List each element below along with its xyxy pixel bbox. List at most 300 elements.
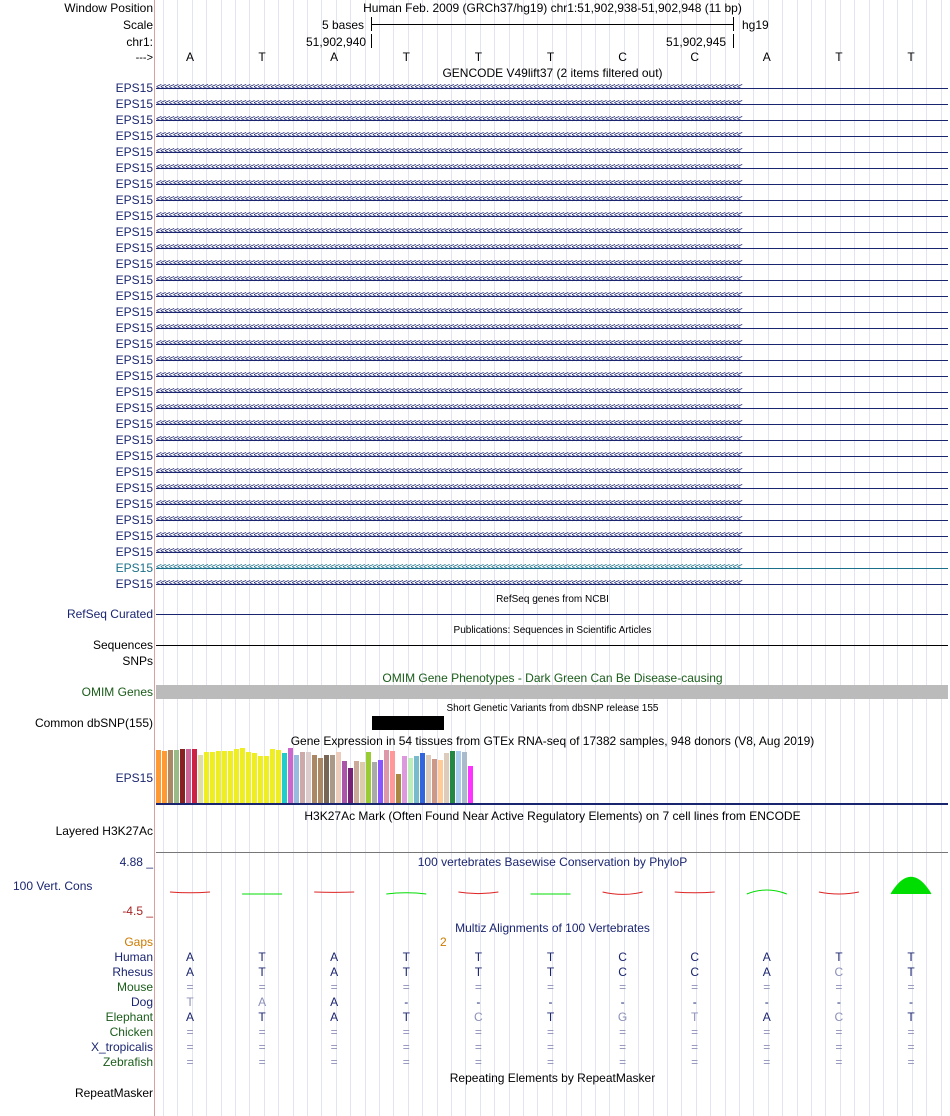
gencode-row-label-col [0, 241, 153, 255]
alignment-base: = [763, 1025, 771, 1039]
gencode-transcript-label[interactable]: EPS15 [115, 113, 153, 127]
gencode-row-label-col [0, 545, 153, 559]
gencode-transcript-label[interactable]: EPS15 [115, 561, 153, 575]
position-left: 51,902,940 [306, 35, 367, 49]
strand-chevrons: <<<<<<<<<<<<<<<<<<<<<<<<<<<<<<<<<<<<<<<<<<<<<<<<<<<<<<<<<<<<<<<<<<<<<<<<<<<<<<<<<<<<<<<<<<<<<<<<<<<<<<<<<<<<<<<<<<<<<<<<<<<<<<<<<<<<<<<<<< [156, 210, 742, 221]
alignment-base: T [258, 965, 266, 979]
gencode-transcript-label[interactable]: EPS15 [115, 497, 153, 511]
repeatmasker-track-label[interactable]: RepeatMasker [74, 1086, 153, 1100]
alignment-base: T [402, 965, 410, 979]
gtex-tissue-bar[interactable] [156, 750, 161, 803]
position-left-tick [371, 34, 372, 48]
strand-chevrons: <<<<<<<<<<<<<<<<<<<<<<<<<<<<<<<<<<<<<<<<<<<<<<<<<<<<<<<<<<<<<<<<<<<<<<<<<<<<<<<<<<<<<<<<<<<<<<<<<<<<<<<<<<<<<<<<<<<<<<<<<<<<<<<<<<<<<<<<<< [156, 130, 742, 141]
alignment-base: = [330, 1040, 338, 1054]
gtex-tissue-bar[interactable] [222, 751, 227, 803]
gtex-tissue-bar[interactable] [336, 752, 341, 803]
h3k27ac-track-label[interactable]: Layered H3K27Ac [55, 824, 153, 838]
gtex-tissue-bar[interactable] [282, 753, 287, 803]
gtex-tissue-bar[interactable] [420, 753, 425, 803]
alignment-base: T [258, 950, 266, 964]
gencode-row-label-col [0, 449, 153, 463]
gencode-transcript-line[interactable] [156, 482, 948, 493]
gtex-tissue-bar[interactable] [468, 766, 473, 803]
refseq-track-label[interactable]: RefSeq Curated [66, 607, 153, 621]
gencode-transcript-line[interactable] [156, 290, 948, 301]
alignment-base: - [404, 995, 409, 1009]
gtex-tissue-bar[interactable] [330, 755, 335, 803]
alignment-base: = [258, 1025, 266, 1039]
alignment-base: C [474, 1010, 483, 1024]
refseq-title: RefSeq genes from NCBI [496, 594, 609, 605]
gtex-tissue-bar[interactable] [360, 762, 365, 803]
sequence-base: A [762, 50, 771, 64]
alignment-base: A [258, 995, 267, 1009]
alignment-base: - [620, 995, 625, 1009]
gencode-transcript-line[interactable] [156, 178, 948, 189]
alignment-base: = [330, 1025, 338, 1039]
gencode-transcript-line[interactable] [156, 338, 948, 349]
alignment-base: = [402, 980, 410, 994]
strand-chevrons: <<<<<<<<<<<<<<<<<<<<<<<<<<<<<<<<<<<<<<<<<<<<<<<<<<<<<<<<<<<<<<<<<<<<<<<<<<<<<<<<<<<<<<<<<<<<<<<<<<<<<<<<<<<<<<<<<<<<<<<<<<<<<<<<<<<<<<<<<< [156, 98, 742, 109]
sequence-base: C [618, 50, 627, 64]
strand-chevrons: <<<<<<<<<<<<<<<<<<<<<<<<<<<<<<<<<<<<<<<<<<<<<<<<<<<<<<<<<<<<<<<<<<<<<<<<<<<<<<<<<<<<<<<<<<<<<<<<<<<<<<<<<<<<<<<<<<<<<<<<<<<<<<<<<<<<<<<<<< [156, 354, 742, 365]
alignment-base: - [764, 995, 769, 1009]
gtex-tissue-bar[interactable] [324, 755, 329, 803]
gencode-transcript-label[interactable]: EPS15 [115, 305, 153, 319]
gencode-transcript-line[interactable] [156, 98, 948, 109]
gencode-transcript-label[interactable]: EPS15 [115, 513, 153, 527]
omim-track-label[interactable]: OMIM Genes [81, 685, 153, 699]
gencode-transcript-line[interactable] [156, 322, 948, 333]
species-label[interactable]: Mouse [116, 980, 153, 994]
refseq-label-col [0, 606, 153, 622]
gtex-tissue-bar[interactable] [366, 752, 371, 803]
phylop-ymin: -4.5 _ [122, 904, 153, 918]
gtex-tissue-bar[interactable] [396, 774, 401, 803]
alignment-base: = [691, 1040, 699, 1054]
scale-bar-left-tick [371, 17, 372, 31]
snps-track-label[interactable]: SNPs [122, 654, 153, 668]
omim-gene-bar[interactable] [156, 685, 948, 699]
strand-chevrons: <<<<<<<<<<<<<<<<<<<<<<<<<<<<<<<<<<<<<<<<<<<<<<<<<<<<<<<<<<<<<<<<<<<<<<<<<<<<<<<<<<<<<<<<<<<<<<<<<<<<<<<<<<<<<<<<<<<<<<<<<<<<<<<<<<<<<<<<<< [156, 322, 742, 333]
gencode-transcript-line[interactable] [156, 562, 948, 573]
alignment-base: = [691, 980, 699, 994]
alignment-base: = [835, 1055, 843, 1069]
alignment-base: = [763, 980, 771, 994]
gencode-row-label-col [0, 353, 153, 367]
gencode-transcript-line[interactable] [156, 162, 948, 173]
gencode-transcript-label[interactable]: EPS15 [115, 241, 153, 255]
alignment-base: = [546, 1040, 554, 1054]
dbsnp-variant[interactable] [372, 716, 444, 730]
gtex-tissue-bar[interactable] [390, 751, 395, 803]
gencode-transcript-label[interactable]: EPS15 [115, 481, 153, 495]
gencode-row-label-col [0, 385, 153, 399]
gtex-tissue-bar[interactable] [462, 752, 467, 803]
gencode-transcript-label[interactable]: EPS15 [115, 385, 153, 399]
gencode-transcript-label[interactable]: EPS15 [115, 177, 153, 191]
repeatmasker-label-col [0, 1085, 153, 1101]
alignment-base: = [330, 1055, 338, 1069]
sequence-base: T [474, 50, 483, 64]
gaps-value: 2 [440, 935, 447, 949]
gtex-tissue-bar[interactable] [234, 749, 239, 803]
alignment-base: = [619, 1025, 627, 1039]
gencode-row-label-col [0, 161, 153, 175]
gtex-tissue-bar[interactable] [246, 752, 251, 803]
gencode-transcript-label[interactable]: EPS15 [115, 257, 153, 271]
gtex-tissue-bar[interactable] [384, 750, 389, 803]
alignment-base: = [907, 980, 915, 994]
gencode-transcript-label[interactable]: EPS15 [115, 81, 153, 95]
gencode-transcript-label[interactable]: EPS15 [115, 145, 153, 159]
gtex-tissue-bar[interactable] [444, 753, 449, 803]
alignment-base: - [692, 995, 697, 1009]
alignment-base: = [763, 1040, 771, 1054]
alignment-base: = [474, 980, 482, 994]
alignment-base: = [402, 1040, 410, 1054]
species-label[interactable]: Zebrafish [102, 1055, 153, 1069]
gtex-tissue-bar[interactable] [192, 749, 197, 803]
gencode-transcript-line[interactable] [156, 242, 948, 253]
alignment-base: - [476, 995, 481, 1009]
alignment-base: - [909, 995, 913, 1009]
alignment-base: A [762, 965, 771, 979]
label-divider [154, 0, 155, 1116]
gencode-transcript-label[interactable]: EPS15 [115, 97, 153, 111]
gencode-row-label-col [0, 497, 153, 511]
gencode-title: GENCODE V49lift37 (2 items filtered out) [442, 66, 663, 80]
window-position-label: Window Position [64, 1, 153, 15]
gencode-row-label-col [0, 225, 153, 239]
gtex-tissue-bar[interactable] [378, 760, 383, 803]
gencode-transcript-line[interactable] [156, 146, 948, 157]
gtex-tissue-bar[interactable] [402, 756, 407, 803]
gtex-tissue-bar[interactable] [312, 755, 317, 803]
alignment-base: T [402, 1010, 410, 1024]
gtex-tissue-bar[interactable] [342, 761, 347, 803]
phylop-track-label[interactable]: 100 Vert. Cons [13, 879, 93, 893]
gencode-transcript-line[interactable] [156, 498, 948, 509]
strand-chevrons: <<<<<<<<<<<<<<<<<<<<<<<<<<<<<<<<<<<<<<<<<<<<<<<<<<<<<<<<<<<<<<<<<<<<<<<<<<<<<<<<<<<<<<<<<<<<<<<<<<<<<<<<<<<<<<<<<<<<<<<<<<<<<<<<<<<<<<<<<< [156, 514, 742, 525]
gtex-tissue-bar[interactable] [438, 760, 443, 803]
gencode-transcript-line[interactable] [156, 466, 948, 477]
gencode-transcript-label[interactable]: EPS15 [115, 129, 153, 143]
alignment-base: = [619, 1055, 627, 1069]
species-label-col [0, 1010, 153, 1024]
alignment-base: T [907, 965, 915, 979]
gencode-row-label-col [0, 273, 153, 287]
gencode-transcript-label[interactable]: EPS15 [115, 433, 153, 447]
strand-chevrons: <<<<<<<<<<<<<<<<<<<<<<<<<<<<<<<<<<<<<<<<<<<<<<<<<<<<<<<<<<<<<<<<<<<<<<<<<<<<<<<<<<<<<<<<<<<<<<<<<<<<<<<<<<<<<<<<<<<<<<<<<<<<<<<<<<<<<<<<<< [156, 450, 742, 461]
alignment-base: = [619, 980, 627, 994]
gencode-transcript-label[interactable]: EPS15 [115, 337, 153, 351]
strand-chevrons: <<<<<<<<<<<<<<<<<<<<<<<<<<<<<<<<<<<<<<<<<<<<<<<<<<<<<<<<<<<<<<<<<<<<<<<<<<<<<<<<<<<<<<<<<<<<<<<<<<<<<<<<<<<<<<<<<<<<<<<<<<<<<<<<<<<<<<<<<< [156, 82, 742, 93]
strand-chevrons: <<<<<<<<<<<<<<<<<<<<<<<<<<<<<<<<<<<<<<<<<<<<<<<<<<<<<<<<<<<<<<<<<<<<<<<<<<<<<<<<<<<<<<<<<<<<<<<<<<<<<<<<<<<<<<<<<<<<<<<<<<<<<<<<<<<<<<<<<< [156, 226, 742, 237]
gencode-row-label-col [0, 209, 153, 223]
gtex-tissue-bar[interactable] [306, 752, 311, 803]
alignment-base: T [258, 1010, 266, 1024]
gtex-tissue-bar[interactable] [294, 755, 299, 803]
gencode-transcript-line[interactable] [156, 130, 948, 141]
gtex-tissue-bar[interactable] [426, 755, 431, 803]
publications-label-col [0, 637, 153, 669]
gencode-transcript-line[interactable] [156, 418, 948, 429]
gencode-transcript-line[interactable] [156, 210, 948, 221]
gencode-row-label-col [0, 417, 153, 431]
alignment-base: = [258, 980, 266, 994]
alignment-base: = [258, 1055, 266, 1069]
gencode-row-label-col [0, 481, 153, 495]
alignment-base: = [402, 1025, 410, 1039]
sequence-base: T [907, 50, 915, 64]
sequence-base: T [402, 50, 410, 64]
alignment-base: = [907, 1040, 915, 1054]
strand-chevrons: <<<<<<<<<<<<<<<<<<<<<<<<<<<<<<<<<<<<<<<<<<<<<<<<<<<<<<<<<<<<<<<<<<<<<<<<<<<<<<<<<<<<<<<<<<<<<<<<<<<<<<<<<<<<<<<<<<<<<<<<<<<<<<<<<<<<<<<<<< [156, 178, 742, 189]
sequence-base: A [185, 50, 194, 64]
alignment-base: A [330, 995, 339, 1009]
multiz-title: Multiz Alignments of 100 Vertebrates [455, 921, 650, 935]
gencode-transcript-label[interactable]: EPS15 [115, 577, 153, 591]
strand-chevrons: <<<<<<<<<<<<<<<<<<<<<<<<<<<<<<<<<<<<<<<<<<<<<<<<<<<<<<<<<<<<<<<<<<<<<<<<<<<<<<<<<<<<<<<<<<<<<<<<<<<<<<<<<<<<<<<<<<<<<<<<<<<<<<<<<<<<<<<<<< [156, 386, 742, 397]
dbsnp-label-col [0, 715, 153, 731]
scale-db: hg19 [742, 18, 769, 32]
gencode-transcript-line[interactable] [156, 402, 948, 413]
gencode-row-label-col [0, 369, 153, 383]
gencode-transcript-line[interactable] [156, 546, 948, 557]
alignment-base: C [834, 965, 844, 979]
gencode-transcript-label[interactable]: EPS15 [115, 545, 153, 559]
strand-chevrons: <<<<<<<<<<<<<<<<<<<<<<<<<<<<<<<<<<<<<<<<<<<<<<<<<<<<<<<<<<<<<<<<<<<<<<<<<<<<<<<<<<<<<<<<<<<<<<<<<<<<<<<<<<<<<<<<<<<<<<<<<<<<<<<<<<<<<<<<<< [156, 562, 742, 573]
gtex-tissue-bar[interactable] [180, 749, 185, 803]
sequence-base: C [690, 50, 700, 64]
gencode-transcript-line[interactable] [156, 450, 948, 461]
alignment-base: = [763, 1055, 771, 1069]
gtex-tissue-bar[interactable] [414, 756, 419, 803]
publications-line [156, 645, 948, 646]
species-label[interactable]: Rhesus [112, 965, 153, 979]
gencode-transcript-label[interactable]: EPS15 [115, 273, 153, 287]
dbsnp-track-label[interactable]: Common dbSNP(155) [34, 716, 153, 730]
gencode-row-label-col [0, 305, 153, 319]
strand-chevrons: <<<<<<<<<<<<<<<<<<<<<<<<<<<<<<<<<<<<<<<<<<<<<<<<<<<<<<<<<<<<<<<<<<<<<<<<<<<<<<<<<<<<<<<<<<<<<<<<<<<<<<<<<<<<<<<<<<<<<<<<<<<<<<<<<<<<<<<<<< [156, 530, 742, 541]
alignment-base: A [330, 965, 339, 979]
alignment-base: = [258, 1040, 266, 1054]
species-label-col [0, 995, 153, 1009]
gtex-tissue-bar[interactable] [300, 752, 305, 803]
phylop-value-mark [675, 892, 715, 893]
gtex-label-col [0, 770, 153, 786]
gtex-tissue-bar[interactable] [408, 758, 413, 803]
strand-chevrons: <<<<<<<<<<<<<<<<<<<<<<<<<<<<<<<<<<<<<<<<<<<<<<<<<<<<<<<<<<<<<<<<<<<<<<<<<<<<<<<<<<<<<<<<<<<<<<<<<<<<<<<<<<<<<<<<<<<<<<<<<<<<<<<<<<<<<<<<<< [156, 418, 742, 429]
gencode-transcript-label[interactable]: EPS15 [115, 449, 153, 463]
gaps-label[interactable]: Gaps [124, 935, 153, 949]
alignment-base: = [907, 1055, 915, 1069]
gencode-row-label-col [0, 513, 153, 527]
gencode-transcript-label[interactable]: EPS15 [115, 225, 153, 239]
species-label[interactable]: Elephant [105, 1010, 153, 1024]
gtex-tissue-bar[interactable] [432, 759, 437, 803]
phylop-value-mark [170, 892, 210, 893]
gtex-tissue-bar[interactable] [264, 756, 269, 803]
alignment-base: = [186, 1055, 194, 1069]
gtex-tissue-bar[interactable] [288, 748, 293, 803]
gencode-transcript-line[interactable] [156, 370, 948, 381]
alignment-base: = [546, 980, 554, 994]
gencode-row-label-col [0, 145, 153, 159]
alignment-base: G [617, 1010, 628, 1024]
alignment-base: C [690, 950, 700, 964]
species-label[interactable]: Dog [130, 995, 153, 1009]
alignment-base: = [835, 980, 843, 994]
gencode-row-label-col [0, 577, 153, 591]
gencode-transcript-label[interactable]: EPS15 [115, 161, 153, 175]
gtex-tissue-bar[interactable] [450, 751, 455, 803]
alignment-base: T [474, 965, 483, 979]
gtex-tissue-bar[interactable] [252, 753, 257, 803]
species-label[interactable]: X_tropicalis [90, 1040, 153, 1054]
alignment-base: C [834, 1010, 844, 1024]
strand-chevrons: <<<<<<<<<<<<<<<<<<<<<<<<<<<<<<<<<<<<<<<<<<<<<<<<<<<<<<<<<<<<<<<<<<<<<<<<<<<<<<<<<<<<<<<<<<<<<<<<<<<<<<<<<<<<<<<<<<<<<<<<<<<<<<<<<<<<<<<<<< [156, 274, 742, 285]
phylop-value-mark [819, 892, 859, 894]
gtex-tissue-bar[interactable] [318, 758, 323, 803]
strand-chevrons: <<<<<<<<<<<<<<<<<<<<<<<<<<<<<<<<<<<<<<<<<<<<<<<<<<<<<<<<<<<<<<<<<<<<<<<<<<<<<<<<<<<<<<<<<<<<<<<<<<<<<<<<<<<<<<<<<<<<<<<<<<<<<<<<<<<<<<<<<< [156, 434, 742, 445]
gencode-transcript-line[interactable] [156, 530, 948, 541]
gtex-tissue-bar[interactable] [168, 750, 173, 803]
gtex-tissue-bar[interactable] [240, 748, 245, 803]
gencode-transcript-line[interactable] [156, 354, 948, 365]
gtex-tissue-bar[interactable] [270, 749, 275, 803]
gencode-transcript-line[interactable] [156, 514, 948, 525]
gtex-tissue-bar[interactable] [204, 752, 209, 803]
gtex-tissue-bar[interactable] [348, 768, 353, 803]
alignment-base: = [474, 1040, 482, 1054]
gencode-row-label-col [0, 561, 153, 575]
strand-chevrons: <<<<<<<<<<<<<<<<<<<<<<<<<<<<<<<<<<<<<<<<<<<<<<<<<<<<<<<<<<<<<<<<<<<<<<<<<<<<<<<<<<<<<<<<<<<<<<<<<<<<<<<<<<<<<<<<<<<<<<<<<<<<<<<<<<<<<<<<<< [156, 146, 742, 157]
gencode-transcript-line[interactable] [156, 434, 948, 445]
refseq-gene-line[interactable] [156, 614, 948, 615]
gencode-transcript-label[interactable]: EPS15 [115, 369, 153, 383]
alignment-base: T [907, 1010, 915, 1024]
gencode-transcript-line[interactable] [156, 258, 948, 269]
omim-label-col [0, 684, 153, 700]
gtex-tissue-bar[interactable] [456, 751, 461, 803]
gencode-transcript-label[interactable]: EPS15 [115, 209, 153, 223]
strand-chevrons: <<<<<<<<<<<<<<<<<<<<<<<<<<<<<<<<<<<<<<<<<<<<<<<<<<<<<<<<<<<<<<<<<<<<<<<<<<<<<<<<<<<<<<<<<<<<<<<<<<<<<<<<<<<<<<<<<<<<<<<<<<<<<<<<<<<<<<<<<< [156, 546, 742, 557]
header-labels [0, 0, 153, 66]
strand-label: ---> [135, 52, 153, 64]
strand-chevrons: <<<<<<<<<<<<<<<<<<<<<<<<<<<<<<<<<<<<<<<<<<<<<<<<<<<<<<<<<<<<<<<<<<<<<<<<<<<<<<<<<<<<<<<<<<<<<<<<<<<<<<<<<<<<<<<<<<<<<<<<<<<<<<<<<<<<<<<<<< [156, 242, 742, 253]
alignment-base: = [546, 1055, 554, 1069]
gtex-tissue-bar[interactable] [210, 752, 215, 803]
gencode-transcript-label[interactable]: EPS15 [115, 321, 153, 335]
alignment-base: = [691, 1025, 699, 1039]
gencode-transcript-label[interactable]: EPS15 [115, 401, 153, 415]
strand-chevrons: <<<<<<<<<<<<<<<<<<<<<<<<<<<<<<<<<<<<<<<<<<<<<<<<<<<<<<<<<<<<<<<<<<<<<<<<<<<<<<<<<<<<<<<<<<<<<<<<<<<<<<<<<<<<<<<<<<<<<<<<<<<<<<<<<<<<<<<<<< [156, 258, 742, 269]
gencode-transcript-label[interactable]: EPS15 [115, 465, 153, 479]
sequence-base: T [546, 50, 555, 64]
strand-chevrons: <<<<<<<<<<<<<<<<<<<<<<<<<<<<<<<<<<<<<<<<<<<<<<<<<<<<<<<<<<<<<<<<<<<<<<<<<<<<<<<<<<<<<<<<<<<<<<<<<<<<<<<<<<<<<<<<<<<<<<<<<<<<<<<<<<<<<<<<<< [156, 370, 742, 381]
gencode-transcript-line[interactable] [156, 82, 948, 93]
gtex-tissue-bar[interactable] [216, 751, 221, 803]
strand-chevrons: <<<<<<<<<<<<<<<<<<<<<<<<<<<<<<<<<<<<<<<<<<<<<<<<<<<<<<<<<<<<<<<<<<<<<<<<<<<<<<<<<<<<<<<<<<<<<<<<<<<<<<<<<<<<<<<<<<<<<<<<<<<<<<<<<<<<<<<<<< [156, 290, 742, 301]
alignment-base: T [546, 950, 555, 964]
alignment-base: = [186, 980, 194, 994]
strand-chevrons: <<<<<<<<<<<<<<<<<<<<<<<<<<<<<<<<<<<<<<<<<<<<<<<<<<<<<<<<<<<<<<<<<<<<<<<<<<<<<<<<<<<<<<<<<<<<<<<<<<<<<<<<<<<<<<<<<<<<<<<<<<<<<<<<<<<<<<<<<< [156, 498, 742, 509]
alignment-base: A [762, 950, 771, 964]
alignment-base: = [835, 1025, 843, 1039]
phylop-ymax: 4.88 _ [119, 855, 153, 869]
gencode-transcript-line[interactable] [156, 226, 948, 237]
gencode-transcript-label[interactable]: EPS15 [115, 417, 153, 431]
scale-bar [371, 24, 733, 25]
gtex-gene-label[interactable]: EPS15 [115, 771, 153, 785]
gtex-tissue-bar[interactable] [276, 750, 281, 803]
gencode-transcript-label[interactable]: EPS15 [115, 353, 153, 367]
alignment-base: T [474, 950, 483, 964]
gencode-transcript-label[interactable]: EPS15 [115, 193, 153, 207]
sequences-track-label[interactable]: Sequences [92, 638, 153, 652]
gtex-tissue-bar[interactable] [372, 762, 377, 803]
alignment-base: T [835, 950, 843, 964]
gencode-transcript-label[interactable]: EPS15 [115, 529, 153, 543]
gtex-tissue-bar[interactable] [228, 751, 233, 803]
gencode-transcript-label[interactable]: EPS15 [115, 289, 153, 303]
alignment-base: C [690, 965, 700, 979]
gtex-title: Gene Expression in 54 tissues from GTEx RNA-seq of 17382 samples, 948 donors (V8, Aug 2019) [290, 734, 815, 748]
alignment-base: = [186, 1040, 194, 1054]
gtex-tissue-bar[interactable] [354, 761, 359, 803]
gtex-tissue-bar[interactable] [258, 756, 263, 803]
species-label[interactable]: Chicken [109, 1025, 153, 1039]
gencode-transcript-line[interactable] [156, 114, 948, 125]
strand-chevrons: <<<<<<<<<<<<<<<<<<<<<<<<<<<<<<<<<<<<<<<<<<<<<<<<<<<<<<<<<<<<<<<<<<<<<<<<<<<<<<<<<<<<<<<<<<<<<<<<<<<<<<<<<<<<<<<<<<<<<<<<<<<<<<<<<<<<<<<<<< [156, 162, 742, 173]
strand-chevrons: <<<<<<<<<<<<<<<<<<<<<<<<<<<<<<<<<<<<<<<<<<<<<<<<<<<<<<<<<<<<<<<<<<<<<<<<<<<<<<<<<<<<<<<<<<<<<<<<<<<<<<<<<<<<<<<<<<<<<<<<<<<<<<<<<<<<<<<<<< [156, 194, 742, 205]
gtex-baseline [156, 803, 948, 805]
gencode-row-label-col [0, 337, 153, 351]
gtex-bar-chart[interactable] [156, 748, 556, 803]
gtex-tissue-bar[interactable] [174, 750, 179, 803]
gtex-tissue-bar[interactable] [162, 751, 167, 803]
species-label-col [0, 965, 153, 979]
alignment-base: T [186, 995, 194, 1009]
phylop-value-mark [386, 893, 426, 894]
alignment-base: = [907, 1025, 915, 1039]
gencode-row-label-col [0, 433, 153, 447]
gencode-transcript-line[interactable] [156, 578, 948, 589]
alignment-base: = [619, 1040, 627, 1054]
alignment-base: = [474, 1055, 482, 1069]
gencode-transcript-line[interactable] [156, 386, 948, 397]
alignment-base: A [762, 1010, 771, 1024]
gencode-row-label-col [0, 529, 153, 543]
h3k27ac-label-col [0, 823, 153, 839]
alignment-base: T [691, 1010, 699, 1024]
species-label[interactable]: Human [114, 950, 153, 964]
gtex-tissue-bar[interactable] [186, 749, 191, 803]
gtex-tissue-bar[interactable] [198, 755, 203, 803]
strand-chevrons: <<<<<<<<<<<<<<<<<<<<<<<<<<<<<<<<<<<<<<<<<<<<<<<<<<<<<<<<<<<<<<<<<<<<<<<<<<<<<<<<<<<<<<<<<<<<<<<<<<<<<<<<<<<<<<<<<<<<<<<<<<<<<<<<<<<<<<<<<< [156, 338, 742, 349]
gencode-row-label-col [0, 81, 153, 95]
alignment-base: T [546, 965, 555, 979]
phylop-plot[interactable] [155, 868, 950, 918]
gencode-row-label-col [0, 113, 153, 127]
gencode-transcript-line[interactable] [156, 306, 948, 317]
gencode-transcript-line[interactable] [156, 194, 948, 205]
h3k27ac-baseline [156, 852, 948, 853]
alignment-base: A [185, 950, 194, 964]
gencode-transcript-line[interactable] [156, 274, 948, 285]
